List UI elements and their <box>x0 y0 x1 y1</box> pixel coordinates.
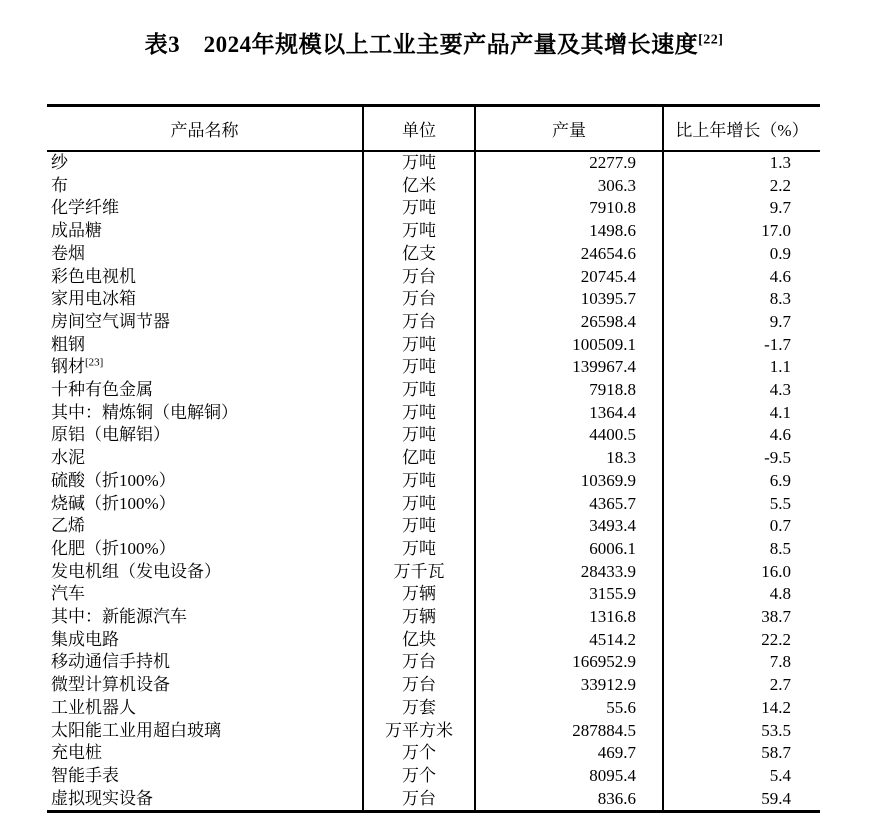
table-row <box>47 175 820 198</box>
product-growth: -1.7 <box>663 334 820 357</box>
product-growth: 4.6 <box>663 424 820 447</box>
product-unit: 万套 <box>363 697 475 720</box>
table-row <box>47 674 820 697</box>
product-unit: 万吨 <box>363 334 475 357</box>
product-name: 太阳能工业用超白玻璃 <box>51 720 221 740</box>
product-growth: 17.0 <box>663 220 820 243</box>
product-name: 化学纤维 <box>51 198 119 218</box>
product-unit: 万个 <box>363 742 475 765</box>
product-unit: 万吨 <box>363 356 475 379</box>
table-row <box>47 697 820 720</box>
product-output: 10395.7 <box>475 288 663 311</box>
product-name: 其中：新能源汽车 <box>51 607 187 627</box>
product-name: 智能手表 <box>51 765 119 785</box>
product-growth: 5.4 <box>663 765 820 788</box>
product-unit: 亿块 <box>363 629 475 652</box>
table-row <box>47 424 820 447</box>
product-output: 1316.8 <box>475 606 663 629</box>
product-output: 33912.9 <box>475 674 663 697</box>
product-growth: 1.1 <box>663 356 820 379</box>
product-output: 20745.4 <box>475 266 663 289</box>
table-row <box>47 583 820 606</box>
table-row <box>47 151 820 175</box>
product-unit: 亿吨 <box>363 447 475 470</box>
table-title-text: 表3 2024年规模以上工业主要产品产量及其增长速度 <box>144 32 699 57</box>
product-output: 4514.2 <box>475 629 663 652</box>
product-name: 家用电冰箱 <box>51 289 136 309</box>
product-name: 虚拟现实设备 <box>51 788 153 808</box>
product-unit: 万吨 <box>363 424 475 447</box>
product-output: 26598.4 <box>475 311 663 334</box>
product-unit: 万吨 <box>363 538 475 561</box>
product-name: 发电机组（发电设备） <box>51 561 221 581</box>
product-unit: 万台 <box>363 311 475 334</box>
product-name: 烧碱（折100%） <box>51 493 176 513</box>
product-unit: 万吨 <box>363 220 475 243</box>
table-row <box>47 356 820 379</box>
product-name: 其中：精炼铜（电解铜） <box>51 402 238 422</box>
col-header-product-name: 产品名称 <box>47 106 363 152</box>
product-footnote-ref: [23] <box>85 356 104 369</box>
table-body <box>47 151 820 812</box>
product-output: 139967.4 <box>475 356 663 379</box>
product-name: 粗钢 <box>51 334 85 354</box>
product-unit: 万吨 <box>363 515 475 538</box>
product-growth: 7.8 <box>663 651 820 674</box>
table-row <box>47 447 820 470</box>
product-unit: 万个 <box>363 765 475 788</box>
product-name: 纱 <box>51 153 68 172</box>
product-output: 469.7 <box>475 742 663 765</box>
product-name: 原铝（电解铝） <box>51 425 170 445</box>
product-name: 充电桩 <box>51 743 102 763</box>
product-name: 布 <box>51 175 68 195</box>
table-row <box>47 788 820 812</box>
product-output: 7910.8 <box>475 197 663 220</box>
product-growth: 9.7 <box>663 197 820 220</box>
product-growth: 16.0 <box>663 561 820 584</box>
product-growth: 2.2 <box>663 175 820 198</box>
product-growth: 8.3 <box>663 288 820 311</box>
product-name: 微型计算机设备 <box>51 675 170 695</box>
table-row <box>47 742 820 765</box>
product-growth: 22.2 <box>663 629 820 652</box>
table-row <box>47 561 820 584</box>
product-output: 4365.7 <box>475 493 663 516</box>
table-row <box>47 220 820 243</box>
table-row <box>47 765 820 788</box>
product-output: 24654.6 <box>475 243 663 266</box>
table-row <box>47 651 820 674</box>
product-name: 化肥（折100%） <box>51 538 176 558</box>
product-growth: 38.7 <box>663 606 820 629</box>
table-title <box>0 0 868 59</box>
product-output: 18.3 <box>475 447 663 470</box>
product-name: 集成电路 <box>51 629 119 649</box>
product-unit: 万台 <box>363 288 475 311</box>
product-unit: 万千瓦 <box>363 561 475 584</box>
product-output: 2277.9 <box>475 151 663 175</box>
table-row <box>47 288 820 311</box>
product-unit: 万辆 <box>363 606 475 629</box>
product-name: 十种有色金属 <box>51 380 153 400</box>
table-row <box>47 334 820 357</box>
product-output: 55.6 <box>475 697 663 720</box>
table-row <box>47 402 820 425</box>
product-output: 4400.5 <box>475 424 663 447</box>
product-name: 工业机器人 <box>51 697 136 717</box>
product-growth: 4.6 <box>663 266 820 289</box>
col-header-growth: 比上年增长（%） <box>663 106 820 152</box>
product-output: 306.3 <box>475 175 663 198</box>
product-output: 287884.5 <box>475 720 663 743</box>
product-name: 水泥 <box>51 448 85 468</box>
header-row <box>47 106 820 152</box>
table-title-footnote-ref: [22] <box>698 32 724 48</box>
table-row <box>47 538 820 561</box>
product-growth: -9.5 <box>663 447 820 470</box>
product-unit: 万吨 <box>363 197 475 220</box>
col-header-output: 产量 <box>475 106 663 152</box>
product-growth: 14.2 <box>663 697 820 720</box>
table-row <box>47 266 820 289</box>
table-row <box>47 493 820 516</box>
product-unit: 万台 <box>363 788 475 812</box>
product-output: 10369.9 <box>475 470 663 493</box>
product-name: 成品糖 <box>51 221 102 241</box>
product-growth: 4.1 <box>663 402 820 425</box>
product-unit: 万吨 <box>363 379 475 402</box>
product-unit: 亿支 <box>363 243 475 266</box>
product-output: 166952.9 <box>475 651 663 674</box>
product-growth: 2.7 <box>663 674 820 697</box>
product-name: 卷烟 <box>51 243 85 263</box>
product-output: 6006.1 <box>475 538 663 561</box>
product-unit: 亿米 <box>363 175 475 198</box>
product-name: 钢材 <box>51 357 85 377</box>
product-unit: 万平方米 <box>363 720 475 743</box>
product-output: 7918.8 <box>475 379 663 402</box>
product-output: 1498.6 <box>475 220 663 243</box>
product-growth: 0.7 <box>663 515 820 538</box>
product-growth: 8.5 <box>663 538 820 561</box>
product-unit: 万吨 <box>363 151 475 175</box>
product-unit: 万吨 <box>363 470 475 493</box>
product-growth: 9.7 <box>663 311 820 334</box>
product-unit: 万台 <box>363 651 475 674</box>
product-growth: 6.9 <box>663 470 820 493</box>
table-row <box>47 379 820 402</box>
table-row <box>47 470 820 493</box>
product-output: 3155.9 <box>475 583 663 606</box>
product-growth: 58.7 <box>663 742 820 765</box>
product-unit: 万台 <box>363 674 475 697</box>
product-output: 836.6 <box>475 788 663 812</box>
product-output: 1364.4 <box>475 402 663 425</box>
product-growth: 4.3 <box>663 379 820 402</box>
product-output: 100509.1 <box>475 334 663 357</box>
table-row <box>47 243 820 266</box>
product-name: 汽车 <box>51 584 85 604</box>
product-name: 彩色电视机 <box>51 266 136 286</box>
product-growth: 1.3 <box>663 151 820 175</box>
product-unit: 万吨 <box>363 493 475 516</box>
table-row <box>47 515 820 538</box>
product-name: 硫酸（折100%） <box>51 470 176 490</box>
product-growth: 53.5 <box>663 720 820 743</box>
product-name: 移动通信手持机 <box>51 652 170 672</box>
product-growth: 5.5 <box>663 493 820 516</box>
table-row <box>47 197 820 220</box>
product-growth: 4.8 <box>663 583 820 606</box>
industrial-products-table <box>47 104 820 813</box>
product-name: 乙烯 <box>51 516 85 536</box>
col-header-unit: 单位 <box>363 106 475 152</box>
table-row <box>47 629 820 652</box>
table-row <box>47 720 820 743</box>
product-growth: 0.9 <box>663 243 820 266</box>
product-unit: 万吨 <box>363 402 475 425</box>
product-name: 房间空气调节器 <box>51 311 170 331</box>
product-unit: 万辆 <box>363 583 475 606</box>
product-output: 3493.4 <box>475 515 663 538</box>
product-output: 28433.9 <box>475 561 663 584</box>
table-row <box>47 311 820 334</box>
product-unit: 万台 <box>363 266 475 289</box>
product-growth: 59.4 <box>663 788 820 812</box>
table-row <box>47 606 820 629</box>
product-output: 8095.4 <box>475 765 663 788</box>
